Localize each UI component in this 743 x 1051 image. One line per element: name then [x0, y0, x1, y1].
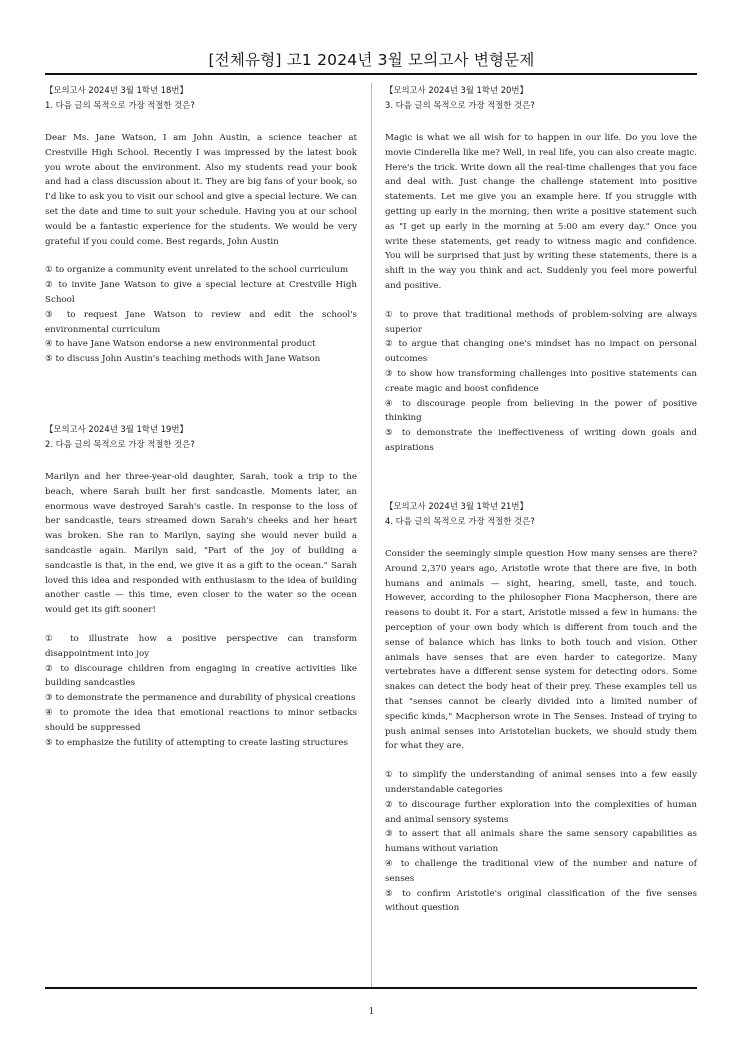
question-1 — [45, 83, 357, 367]
passage: Magic is what we all wish for to happen in our life. Do you love the movie Cinderella like me? Well, in real life, you can also create magic. Here's the trick. Write down all the real-time challenges that you face and deal with. Just change the challenge statement into positive statements. Let me give you an example here. If you struggle with getting up early in the morning, then write a positive statement such as "I get up early in the morning at 5:00 am every day." Once you write these statements, get ready to witness magic and confidence. You will be surprised that just by writing these statements, there is a shift in the way you think and act. Suddenly you feel more powerful and positive. — [385, 133, 697, 291]
option-2: ② to argue that changing one's mindset has no impact on personal outcomes — [385, 339, 697, 365]
option-1: ① to simplify the understanding of animal senses into a few easily understandable categories — [385, 770, 697, 795]
option-3: ③ to show how transforming challenges into positive statements can create magic and boost confidence — [385, 368, 697, 394]
column-divider — [371, 83, 372, 987]
question-source: 【모의고사 2024년 3월 1학년 19번】 — [45, 424, 188, 434]
option-list — [385, 308, 697, 456]
question-source: 【모의고사 2024년 3월 1학년 21번】 — [385, 501, 528, 511]
top-rule — [45, 73, 697, 75]
option-5: ⑤ to demonstrate the ineffectiveness of writing down goals and aspirations — [385, 428, 697, 453]
question-source: 【모의고사 2024년 3월 1학년 18번】 — [45, 85, 188, 95]
option-2: ② to discourage further exploration into the complexities of human and animal sensory systems — [385, 799, 697, 825]
passage: Marilyn and her three-year-old daughter, Sarah, took a trip to the beach, where Sarah built her first sandcastle. Moments later, an enormous wave destroyed Sarah's castle. In response to the loss of her sandcastle, tears streamed down Sarah's cheeks and her heart was broken. She ran to Marilyn, saying she would never build a sandcastle again. Marilyn said, "Part of the joy of building a sandcastle is that, in the end, we give it as a gift to the ocean." Sarah loved this idea and responded with enthusiasm to the idea of building another castle — this time, even closer to the water so the ocean would get its gift sooner! — [45, 472, 357, 616]
question-prompt: 1. 다음 글의 목적으로 가장 적절한 것은? — [45, 100, 195, 110]
option-4: ④ to have Jane Watson endorse a new environmental product — [45, 339, 316, 350]
page-title: [전체유형] 고1 2024년 3월 모의고사 변형문제 — [208, 51, 535, 69]
question-prompt: 2. 다음 글의 목적으로 가장 적절한 것은? — [45, 439, 195, 449]
bottom-rule — [45, 987, 697, 989]
question-3 — [385, 83, 697, 456]
question-prompt: 4. 다음 글의 목적으로 가장 적절한 것은? — [385, 516, 535, 526]
option-4: ④ to discourage people from believing in the power of positive thinking — [385, 398, 697, 424]
option-1: ① to illustrate how a positive perspective can transform disappointment into joy — [45, 633, 357, 659]
option-list — [45, 632, 357, 750]
option-2: ② to invite Jane Watson to give a special lecture at Crestville High School — [45, 280, 357, 305]
question-prompt: 3. 다음 글의 목적으로 가장 적절한 것은? — [385, 100, 535, 110]
option-3: ③ to demonstrate the permanence and durability of physical creations — [45, 693, 356, 704]
page-number: 1 — [368, 1006, 375, 1017]
passage: Consider the seemingly simple question How many senses are there? Around 2,370 years ago, Aristotle wrote that there are five, in both humans and animals — sight, hearing, smell, taste, and touch. However, according to the philosopher Fiona Macpherson, there are reasons to doubt it. For a start, Aristotle missed a few in humans: the perception of your own body which is different from touch and the sense of balance which has links to both touch and vision. Other animals have senses that are even harder to categorize. Many vertebrates have a different sense system for detecting odors. Some snakes can detect the body heat of their prey. These examples tell us that "senses cannot be clearly divided into a limited number of specific kinds," Macpherson wrote in The Senses. Instead of trying to push animal senses into Aristotelian buckets, we should study them for what they are. — [385, 549, 697, 752]
option-3: ③ to assert that all animals share the same sensory capabilities as humans without variation — [385, 829, 697, 855]
passage: Dear Ms. Jane Watson, I am John Austin, a science teacher at Crestville High School. Recently I was impressed by the latest book you wrote about the environment. Also my students read your book and had a class discussion about it. They are big fans of your book, so I'd like to ask you to visit our school and give a special lecture. We can set the date and time to suit your schedule. Having you at our school would be a fantastic experience for the students. We would be very grateful if you could come. Best regards, John Austin — [45, 133, 357, 247]
option-2: ② to discourage children from engaging in creative activities like building sandcastles — [45, 663, 357, 689]
option-3: ③ to request Jane Watson to review and edit the school's environmental curriculum — [45, 309, 357, 335]
option-4: ④ to challenge the traditional view of the number and nature of senses — [385, 858, 697, 884]
option-5: ⑤ to discuss John Austin's teaching methods with Jane Watson — [45, 354, 321, 365]
option-1: ① to prove that traditional methods of problem-solving are always superior — [385, 309, 697, 335]
question-source: 【모의고사 2024년 3월 1학년 20번】 — [385, 85, 528, 95]
option-5: ⑤ to confirm Aristotle's original classification of the five senses without question — [385, 888, 697, 914]
option-5: ⑤ to emphasize the futility of attempting to create lasting structures — [45, 737, 348, 748]
option-4: ④ to promote the idea that emotional reactions to minor setbacks should be suppressed — [45, 707, 357, 733]
question-4 — [385, 499, 697, 916]
option-list — [45, 263, 357, 367]
option-1: ① to organize a community event unrelated to the school curriculum — [45, 265, 349, 276]
question-2 — [45, 422, 357, 750]
option-list — [385, 768, 697, 916]
